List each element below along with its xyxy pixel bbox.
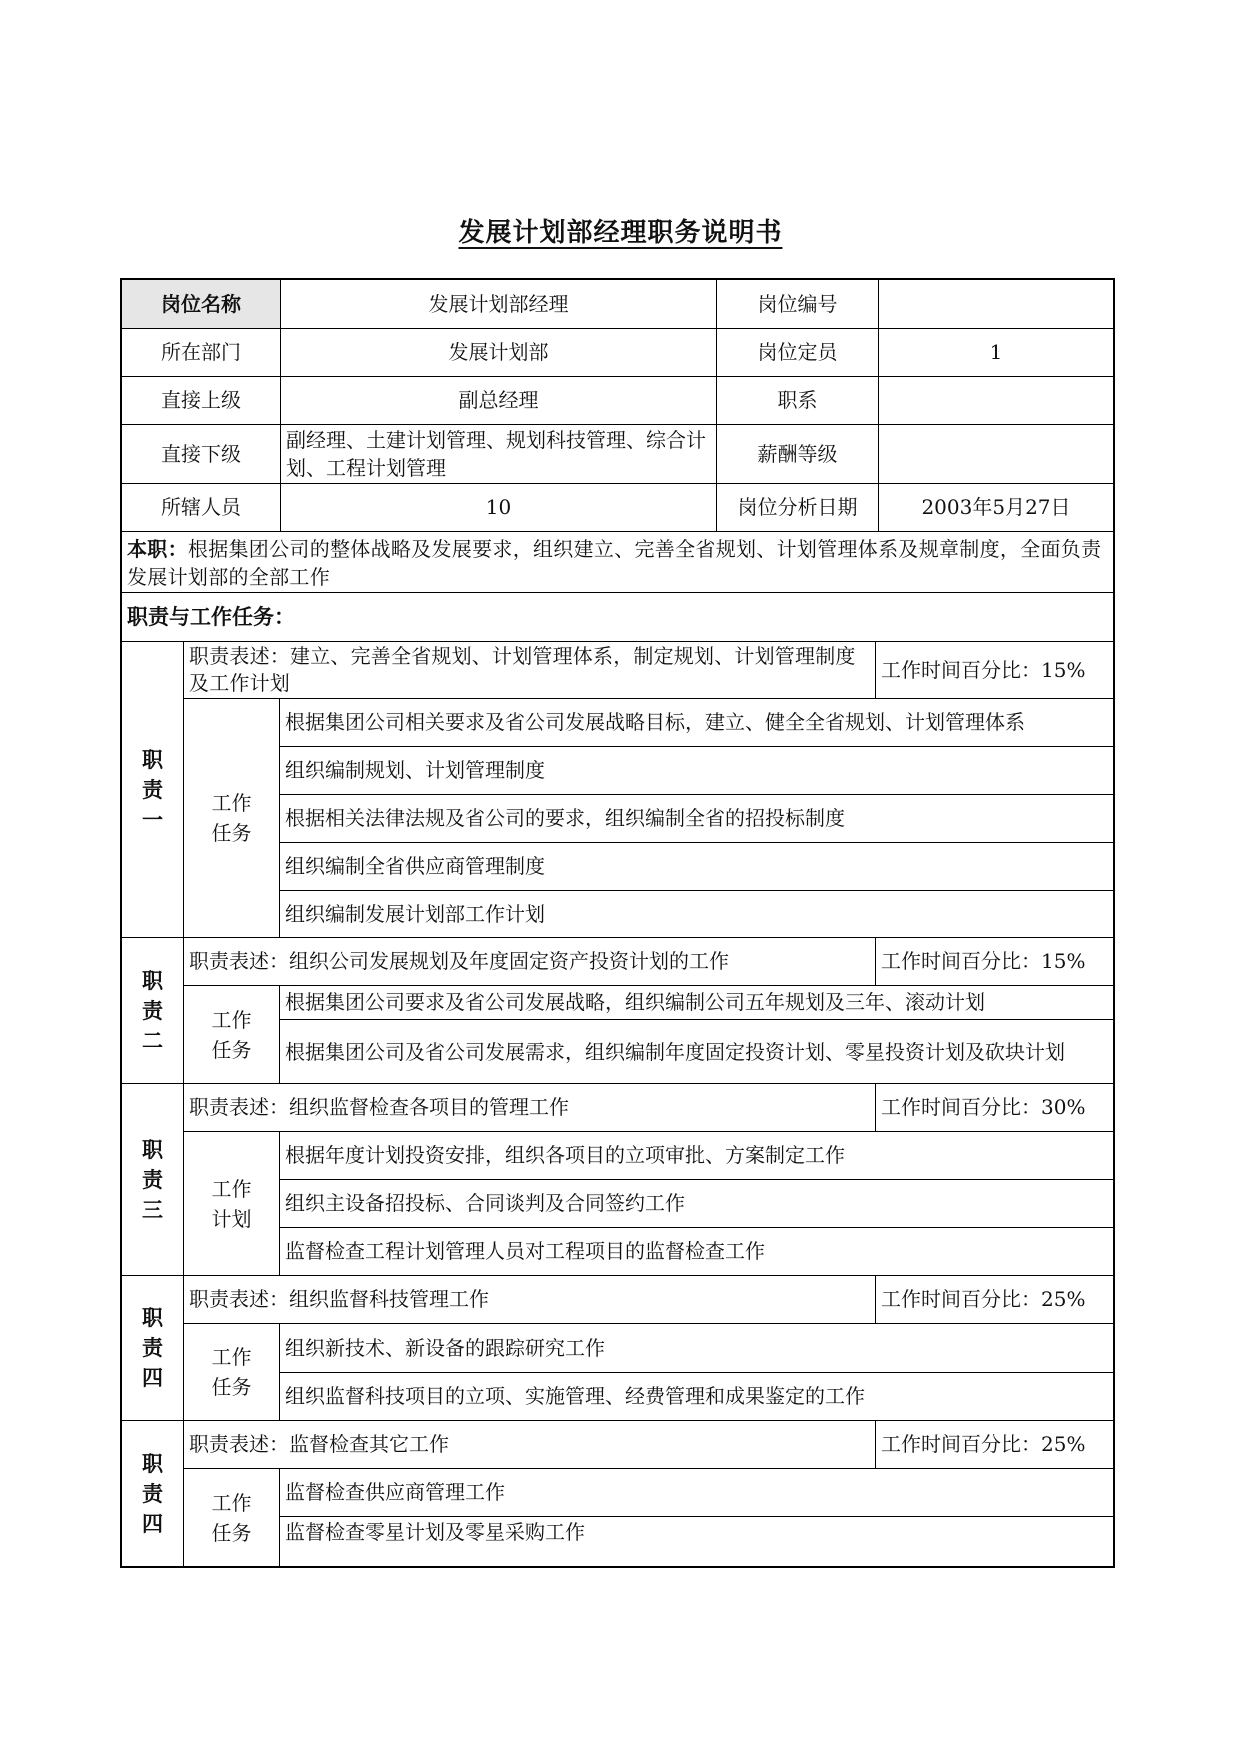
duty-3-task-3: 监督检查工程计划管理人员对工程项目的监督检查工作 <box>285 1239 765 1263</box>
duty-5-percent: 工作时间百分比：25% <box>881 1432 1086 1456</box>
duty-2-name: 职 责 二 <box>142 968 163 1053</box>
headcount-label: 岗位定员 <box>757 340 838 364</box>
document-title: 发展计划部经理职务说明书 <box>458 218 783 248</box>
duty-1-statement: 职责表述：建立、完善全省规划、计划管理体系，制定规划、计划管理制度及工作计划 <box>189 644 856 695</box>
duty-4-statement: 职责表述：组织监督科技管理工作 <box>189 1287 489 1311</box>
duty-5-task-label: 工作 任务 <box>211 1490 252 1545</box>
duty-3-name: 职 责 三 <box>142 1137 163 1222</box>
duty-5-name: 职 责 四 <box>142 1451 163 1536</box>
duty-1-task-4: 组织编制全省供应商管理制度 <box>285 854 545 878</box>
duty-2-task-label: 工作 任务 <box>211 1007 252 1062</box>
department-value: 发展计划部 <box>448 340 549 364</box>
headcount-value: 1 <box>989 340 1003 364</box>
duty-4-task-2: 组织监督科技项目的立项、实施管理、经费管理和成果鉴定的工作 <box>285 1384 865 1408</box>
salary-grade-label: 薪酬等级 <box>757 441 838 466</box>
duty-2-percent: 工作时间百分比：15% <box>881 949 1086 973</box>
duty-2-task-1: 根据集团公司要求及省公司发展战略，组织编制公司五年规划及三年、滚动计划 <box>285 990 985 1014</box>
duty-4-task-label: 工作 任务 <box>211 1345 252 1399</box>
duty-3-statement: 职责表述：组织监督检查各项目的管理工作 <box>189 1095 569 1119</box>
duty-4-percent: 工作时间百分比：25% <box>881 1287 1086 1311</box>
duty-1-task-label: 工作 任务 <box>211 791 252 845</box>
duty-2-task-2: 根据集团公司及省公司发展需求，组织编制年度固定投资计划、零星投资计划及砍块计划 <box>285 1039 1065 1064</box>
duty-3-task-1: 根据年度计划投资安排，组织各项目的立项审批、方案制定工作 <box>285 1143 845 1167</box>
job-family-value <box>879 377 1113 424</box>
duty-3-percent: 工作时间百分比：30% <box>881 1095 1086 1119</box>
duty-1-task-1: 根据集团公司相关要求及省公司发展战略目标，建立、健全全省规划、计划管理体系 <box>285 710 1025 734</box>
core-duty-text: 根据集团公司的整体战略及发展要求，组织建立、完善全省规划、计划管理体系及规章制度，全面负责发展计划部的全部工作 <box>127 537 1102 589</box>
duty-1-name: 职 责 一 <box>142 747 163 832</box>
position-code-label: 岗位编号 <box>757 291 838 316</box>
superior-value: 副总经理 <box>458 388 539 412</box>
salary-grade-value <box>879 425 1113 483</box>
duty-5-task-2: 监督检查零星计划及零星采购工作 <box>285 1519 585 1544</box>
core-duty-label: 本职： <box>127 537 188 561</box>
duty-2-statement: 职责表述：组织公司发展规划及年度固定资产投资计划的工作 <box>189 949 729 973</box>
department-label: 所在部门 <box>161 340 241 364</box>
duty-4-task-1: 组织新技术、新设备的跟踪研究工作 <box>285 1335 605 1360</box>
subordinate-value: 副经理、土建计划管理、规划科技管理、综合计划、工程计划管理 <box>286 428 706 480</box>
core-duty <box>122 532 1113 592</box>
staff-count-label: 所辖人员 <box>161 495 241 519</box>
staff-count-value: 10 <box>485 495 512 519</box>
duty-1-task-2: 组织编制规划、计划管理制度 <box>285 758 545 782</box>
superior-label: 直接上级 <box>161 388 241 412</box>
analysis-date-value: 2003年5月27日 <box>921 495 1071 519</box>
position-name-value: 发展计划部经理 <box>428 291 569 316</box>
duty-1-task-3: 根据相关法律法规及省公司的要求，组织编制全省的招投标制度 <box>285 806 845 830</box>
duty-3-task-label: 工作 计划 <box>211 1176 252 1231</box>
subordinate-label: 直接下级 <box>161 441 241 466</box>
duty-1-task-5: 组织编制发展计划部工作计划 <box>285 901 545 926</box>
duty-5-statement: 职责表述：监督检查其它工作 <box>189 1432 449 1456</box>
analysis-date-label: 岗位分析日期 <box>737 495 858 519</box>
job-family-label: 职系 <box>777 388 818 412</box>
position-code-value <box>879 280 1113 328</box>
duty-3-task-2: 组织主设备招投标、合同谈判及合同签约工作 <box>285 1191 685 1215</box>
duties-header: 职责与工作任务： <box>127 604 295 629</box>
duty-1-percent: 工作时间百分比：15% <box>881 657 1086 682</box>
duty-5-task-1: 监督检查供应商管理工作 <box>285 1480 505 1504</box>
duty-4-name: 职 责 四 <box>142 1306 163 1390</box>
position-name-label: 岗位名称 <box>122 280 280 328</box>
